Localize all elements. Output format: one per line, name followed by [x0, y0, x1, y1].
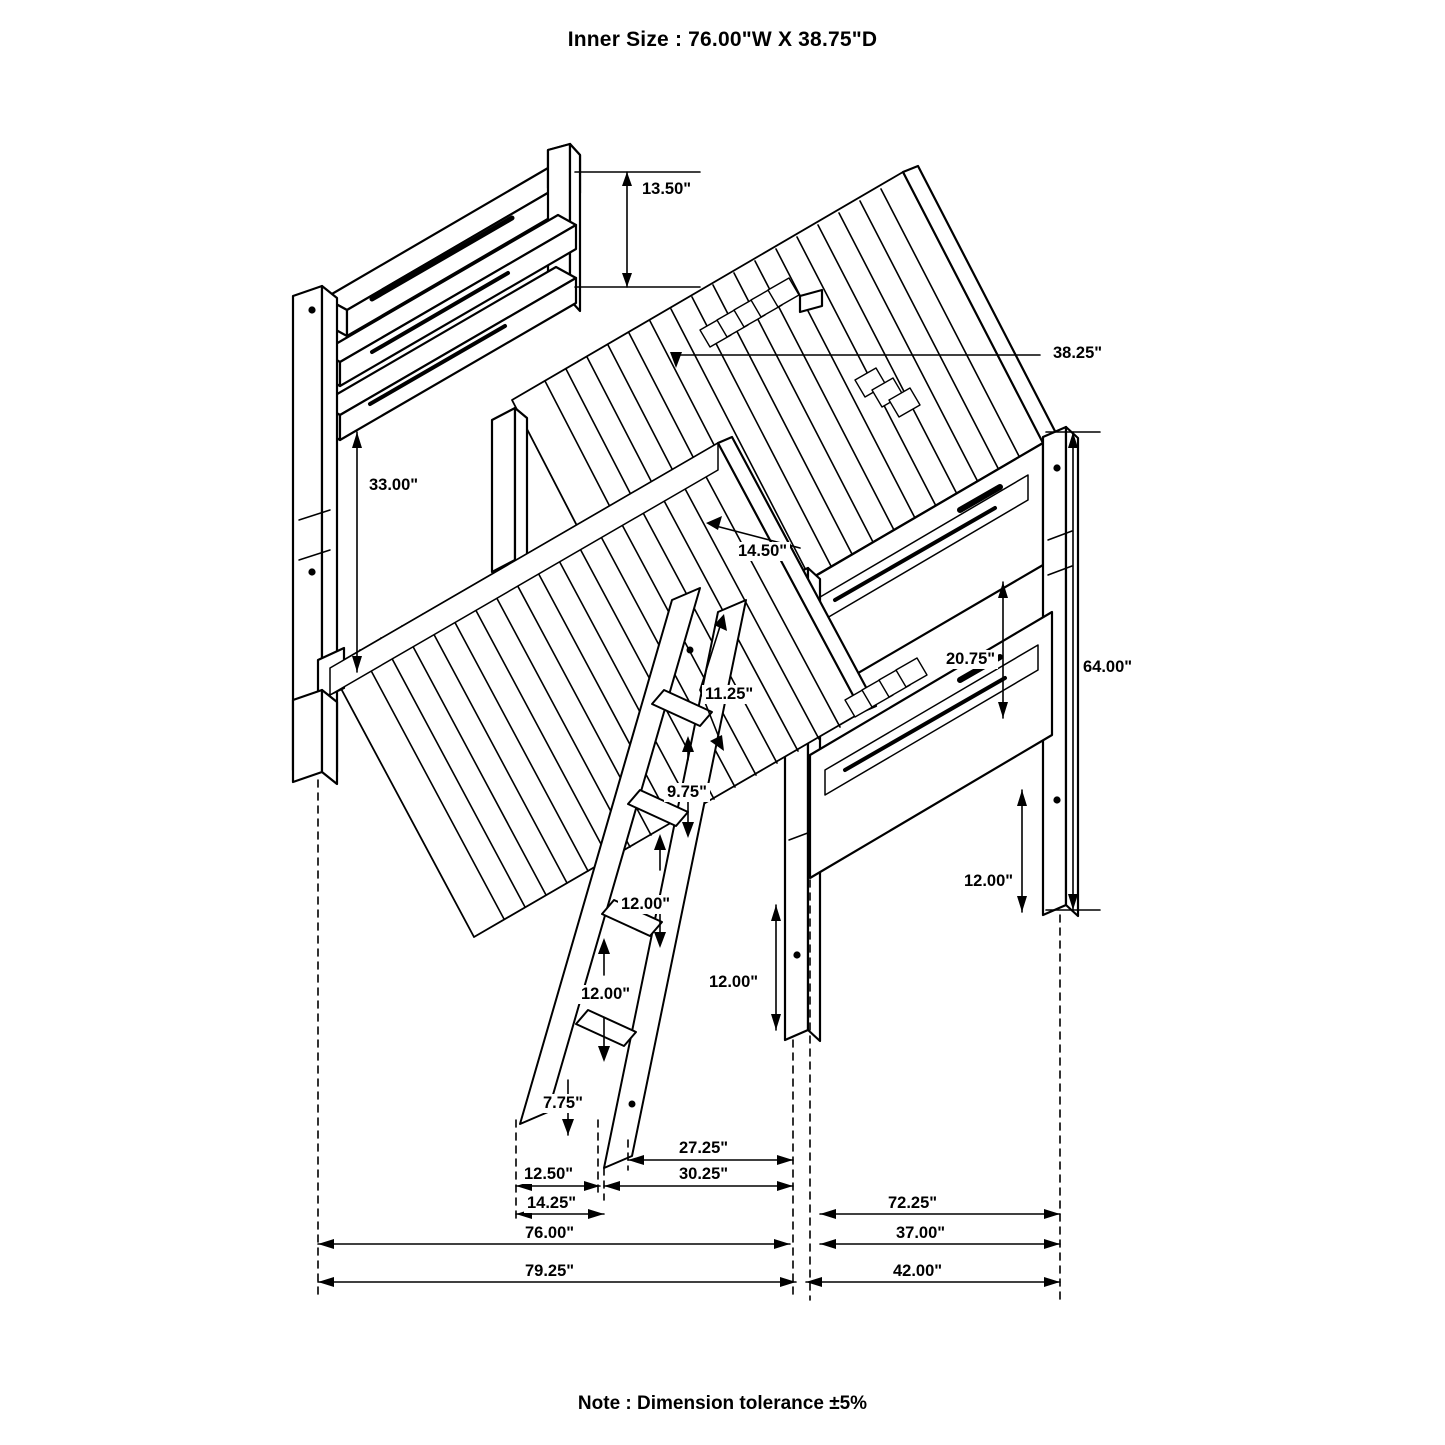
dim-depth-overall: 42.00" — [890, 1262, 945, 1281]
dim-bed-depth-inner: 38.25" — [1050, 344, 1105, 363]
dim-upper-bunk-side-height: 20.75" — [943, 650, 998, 669]
dim-depth-side-mid: 37.00" — [893, 1224, 948, 1243]
dim-ladder-step-spacing-top: 11.25" — [702, 685, 756, 704]
dim-overall-height: 64.00" — [1080, 658, 1135, 677]
dim-upper-guardrail-clearance: 33.00" — [366, 476, 421, 495]
dim-ladder-step-spacing-second: 9.75" — [664, 783, 710, 802]
page-title: Inner Size : 76.00"W X 38.75"D — [567, 28, 878, 51]
dim-ladder-step-spacing-fourth: 12.00" — [578, 985, 633, 1004]
dim-ladder-rail-setback: 30.25" — [676, 1165, 731, 1184]
dim-ladder-foot-setback: 27.25" — [676, 1139, 731, 1158]
dim-ladder-foot-width-inner: 12.50" — [521, 1165, 576, 1184]
dim-width-inner: 76.00" — [522, 1224, 577, 1243]
dim-ladder-foot-height: 7.75" — [540, 1094, 586, 1113]
dim-ladder-top-offset: 14.50" — [735, 542, 790, 561]
dim-ladder-step-spacing-third: 12.00" — [618, 895, 673, 914]
dim-lower-bunk-side-height: 12.00" — [961, 872, 1016, 891]
dim-ladder-foot-width-outer: 14.25" — [524, 1194, 579, 1213]
dim-width-overall: 79.25" — [522, 1262, 577, 1281]
tolerance-note: Note : Dimension tolerance ±5% — [577, 1393, 868, 1414]
dim-top-rail-height: 13.50" — [639, 180, 694, 199]
dim-lower-deck-to-floor: 12.00" — [706, 973, 761, 992]
dim-depth-inner-side: 72.25" — [885, 1194, 940, 1213]
